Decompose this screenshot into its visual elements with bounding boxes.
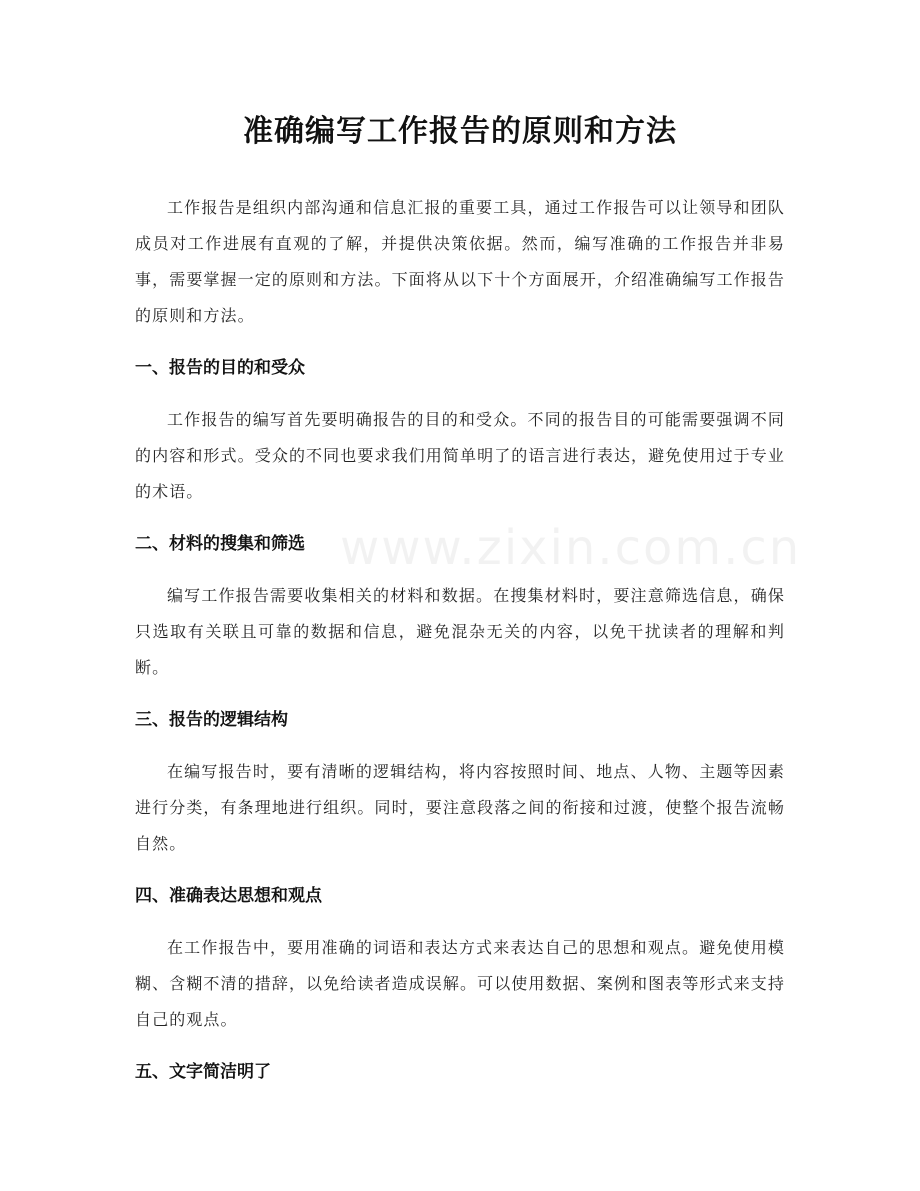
section-body: 在编写报告时，要有清晰的逻辑结构，将内容按照时间、地点、人物、主题等因素进行分类，有条理地进行组织。同时，要注意段落之间的衔接和过渡，使整个报告流畅自然。 [135,762,785,853]
section-heading: 一、报告的目的和受众 [135,358,305,378]
document-title: 准确编写工作报告的原则和方法 [243,114,677,149]
section-5 [135,1054,785,1090]
section-1 [135,350,785,510]
section-heading: 五、文字简洁明了 [135,1062,271,1082]
section-heading: 二、材料的搜集和筛选 [135,534,305,554]
section-heading: 三、报告的逻辑结构 [135,710,288,730]
section-2 [135,526,785,686]
section-4 [135,878,785,1038]
section-body: 在工作报告中，要用准确的词语和表达方式来表达自己的思想和观点。避免使用模糊、含糊不清的措辞，以免给读者造成误解。可以使用数据、案例和图表等形式来支持自己的观点。 [135,938,785,1029]
section-body: 编写工作报告需要收集相关的材料和数据。在搜集材料时，要注意筛选信息，确保只选取有关联且可靠的数据和信息，避免混杂无关的内容，以免干扰读者的理解和判断。 [135,586,785,677]
section-3 [135,702,785,862]
section-body: 工作报告的编写首先要明确报告的目的和受众。不同的报告目的可能需要强调不同的内容和形式。受众的不同也要求我们用简单明了的语言进行表达，避免使用过于专业的术语。 [135,410,785,501]
section-heading: 四、准确表达思想和观点 [135,886,322,906]
intro-paragraph: 工作报告是组织内部沟通和信息汇报的重要工具，通过工作报告可以让领导和团队成员对工作进展有直观的了解，并提供决策依据。然而，编写准确的工作报告并非易事，需要掌握一定的原则和方法。下面将从以下十个方面展开，介绍准确编写工作报告的原则和方法。 [135,198,785,325]
watermark-text: www.zixin.com.cn [340,520,802,576]
